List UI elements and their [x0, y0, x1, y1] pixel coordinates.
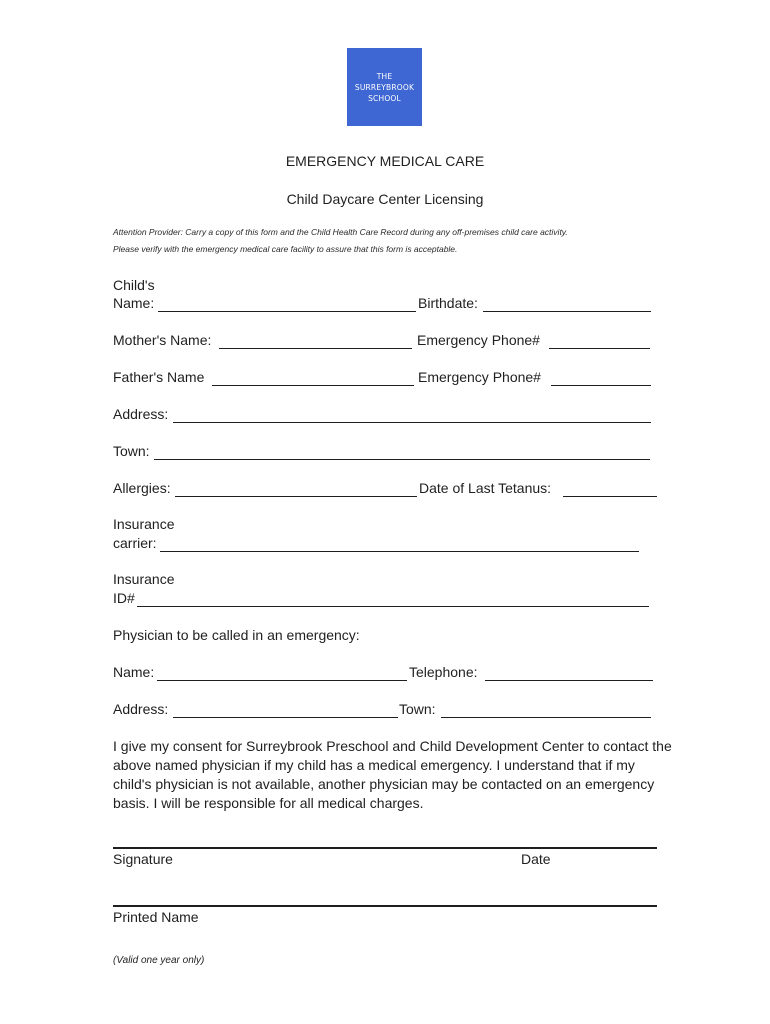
birthdate-label: Birthdate:	[418, 295, 478, 311]
tetanus-label: Date of Last Tetanus:	[419, 480, 552, 496]
emergency-phone-field-2[interactable]	[551, 385, 651, 386]
consent-paragraph: I give my consent for Surreybrook Preschool and Child Development Center to contact the above named physician if my child has a medical emergency. I understand that if my child's physician is not available, another physician may be contacted on an emergency basis. I will be responsible for all medical charges.	[113, 738, 672, 811]
insurance-id-field[interactable]	[137, 606, 649, 607]
town-field[interactable]	[154, 459, 650, 460]
address-label: Address:	[113, 406, 169, 422]
printed-name-label: Printed Name	[113, 909, 199, 925]
address-field[interactable]	[173, 422, 651, 423]
physician-telephone-label: Telephone:	[409, 664, 478, 680]
form-subtitle: Child Daycare Center Licensing	[286, 191, 484, 207]
insurance-carrier-label: carrier:	[113, 535, 157, 551]
mother-name-label: Mother's Name:	[113, 332, 212, 348]
school-logo	[347, 48, 422, 126]
physician-heading: Physician to be called in an emergency:	[113, 627, 360, 643]
verify-note: Please verify with the emergency medical care facility to assure that this form is acceptable.	[113, 244, 458, 254]
emergency-phone-label-1: Emergency Phone#	[417, 332, 540, 348]
physician-address-label: Address:	[113, 701, 169, 717]
logo-line-3: SCHOOL	[368, 93, 401, 103]
allergies-label: Allergies:	[113, 480, 171, 496]
child-name-field[interactable]	[158, 311, 416, 312]
printed-name-line[interactable]	[113, 905, 657, 907]
attention-note: Attention Provider: Carry a copy of this form and the Child Health Care Record during any off-premises child care activity.	[113, 227, 568, 237]
validity-note: (Valid one year only)	[113, 955, 205, 966]
child-name-label: Name:	[113, 295, 155, 311]
physician-town-field[interactable]	[441, 717, 651, 718]
insurance-carrier-label-line1: Insurance	[113, 516, 175, 532]
child-name-label-line1: Child's	[113, 277, 155, 293]
emergency-phone-label-2: Emergency Phone#	[418, 369, 541, 385]
father-name-label: Father's Name	[113, 369, 205, 385]
logo-line-2: SURREYBROOK	[354, 82, 415, 92]
father-name-field[interactable]	[212, 385, 414, 386]
allergies-field[interactable]	[175, 496, 417, 497]
physician-town-label: Town:	[399, 701, 436, 717]
physician-name-label: Name:	[113, 664, 155, 680]
physician-name-field[interactable]	[157, 680, 407, 681]
physician-telephone-field[interactable]	[485, 680, 653, 681]
date-label: Date	[521, 851, 551, 867]
form-title: EMERGENCY MEDICAL CARE	[285, 153, 485, 169]
emergency-phone-field-1[interactable]	[549, 348, 650, 349]
signature-line[interactable]	[113, 847, 657, 849]
insurance-carrier-field[interactable]	[160, 551, 639, 552]
insurance-id-label: ID#	[113, 590, 135, 606]
mother-name-field[interactable]	[219, 348, 412, 349]
logo-line-1: THE	[376, 71, 393, 81]
town-label: Town:	[113, 443, 150, 459]
birthdate-field[interactable]	[483, 311, 651, 312]
tetanus-field[interactable]	[563, 496, 657, 497]
physician-address-field[interactable]	[173, 717, 398, 718]
signature-label: Signature	[113, 851, 173, 867]
insurance-id-label-line1: Insurance	[113, 571, 175, 587]
